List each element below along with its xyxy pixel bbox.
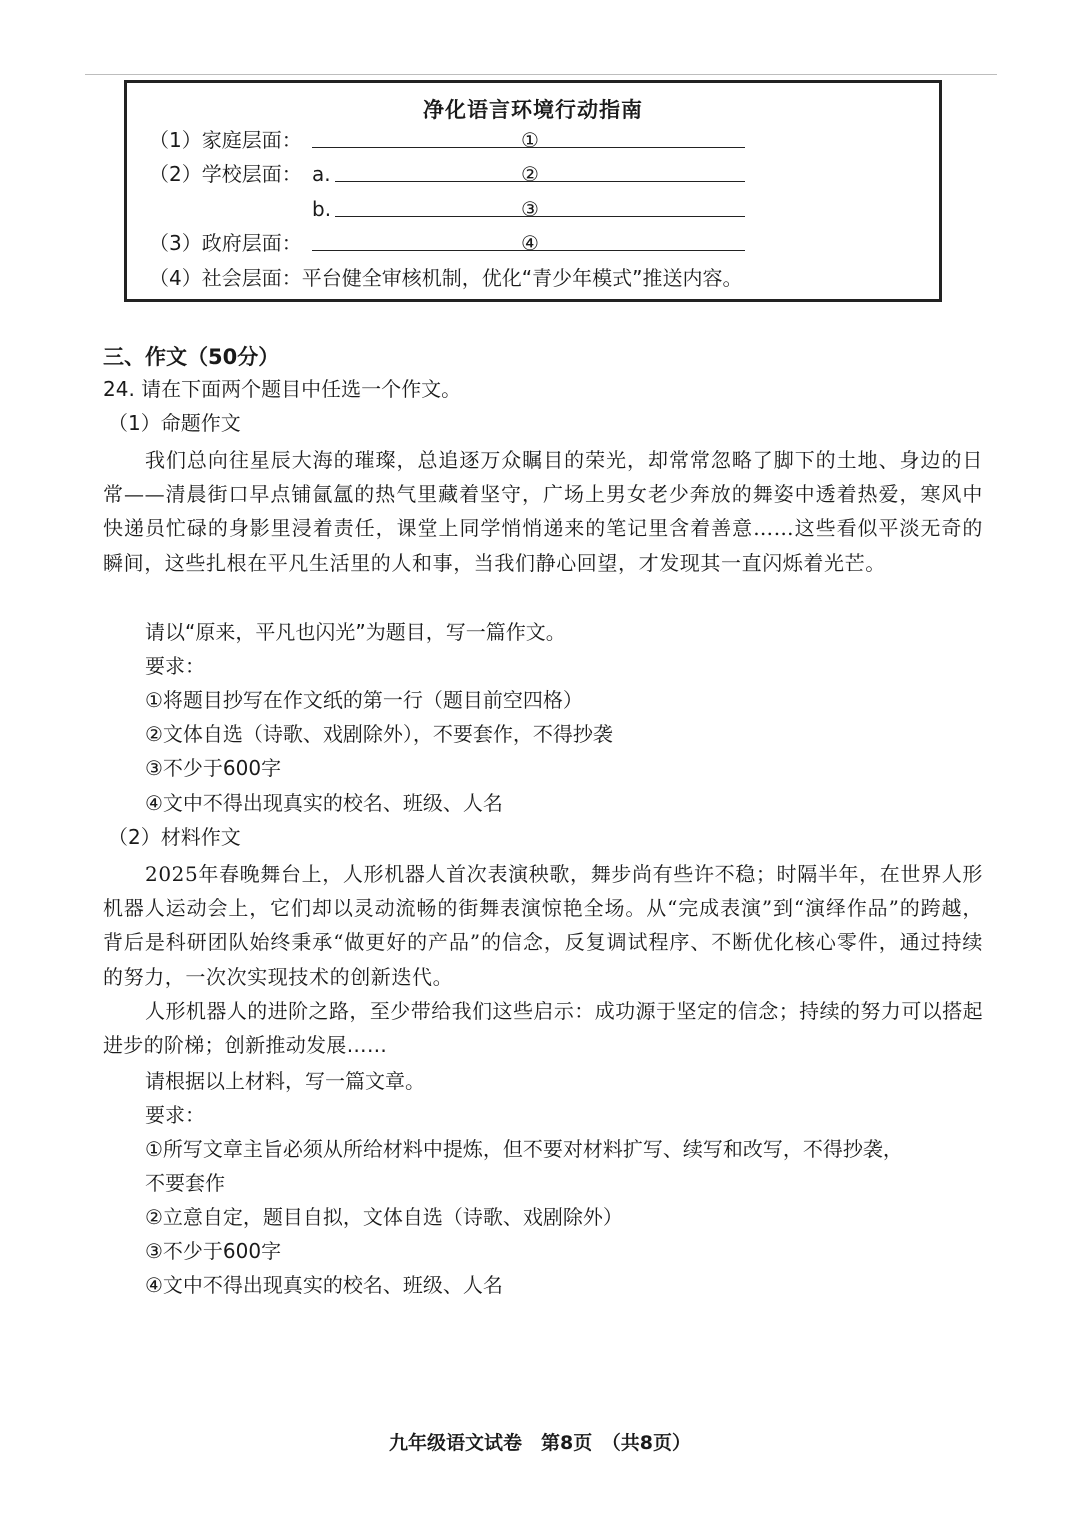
guide-row-label: （2）学校层面：	[149, 162, 302, 186]
blank-number: ④	[521, 231, 539, 255]
option1-req-label: 要求：	[145, 654, 205, 678]
option1-requirement: ③不少于600字	[145, 756, 282, 780]
option2-passage: 2025年春晚舞台上，人形机器人首次表演秧歌，舞步尚有些许不稳；时隔半年，在世界人形机器人运动会上，它们却以灵动流畅的街舞表演惊艳全场。从“完成表演”到“演绎作品”的跨越，背后是科研团队始终秉承“做更好的产品”的信念，反复调试程序、不断优化核心零件，通过持续的努力，一次次实现技术的创新迭代。	[103, 862, 983, 989]
question-24: 24. 请在下面两个题目中任选一个作文。	[103, 377, 462, 401]
guide-title: 净化语言环境行动指南	[423, 98, 643, 122]
option1-requirement: ④文中不得出现真实的校名、班级、人名	[145, 791, 503, 815]
option1-label: （1）命题作文	[108, 411, 241, 435]
option2-passage-insight: 人形机器人的进阶之路，至少带给我们这些启示：成功源于坚定的信念；持续的努力可以搭起进步的阶梯；创新推动发展……	[103, 999, 983, 1058]
option2-requirement: ①所写文章主旨必须从所给材料中提炼，但不要对材料扩写、续写和改写，不得抄袭，	[145, 1137, 903, 1161]
guide-row-label: （3）政府层面：	[149, 231, 302, 255]
option1-passage: 我们总向往星辰大海的璀璨，总追逐万众瞩目的荣光，却常常忽略了脚下的土地、身边的日常——清晨街口早点铺氤氲的热气里藏着坚守，广场上男女老少奔放的舞姿中透着热爱，寒风中快递员忙碌的身影里浸着责任，课堂上同学悄悄递来的笔记里含着善意……这些看似平淡无奇的瞬间，这些扎根在平凡生活里的人和事，当我们静心回望，才发现其一直闪烁着光芒。	[103, 448, 983, 575]
option2-requirement: 不要套作	[145, 1171, 225, 1195]
option2-instruction: 请根据以上材料，写一篇文章。	[145, 1069, 425, 1093]
guide-row-label: （4）社会层面：平台健全审核机制，优化“青少年模式”推送内容。	[149, 266, 743, 290]
option2-requirement: ③不少于600字	[145, 1239, 282, 1263]
guide-sub-label: a.	[312, 162, 331, 186]
option2-requirement: ②立意自定，题目自拟，文体自选（诗歌、戏剧除外）	[145, 1205, 623, 1229]
page-footer: 九年级语文试卷 第8页 （共8页）	[389, 1432, 691, 1454]
answer-blank	[335, 216, 745, 217]
option1-requirement: ①将题目抄写在作文纸的第一行（题目前空四格）	[145, 688, 583, 712]
option2-label: （2）材料作文	[108, 825, 241, 849]
guide-row-label: （1）家庭层面：	[149, 128, 302, 152]
option1-instruction: 请以“原来，平凡也闪光”为题目，写一篇作文。	[145, 620, 566, 644]
top-divider	[85, 74, 997, 75]
blank-number: ①	[521, 128, 539, 152]
answer-blank	[335, 181, 745, 182]
option1-requirement: ②文体自选（诗歌、戏剧除外），不要套作，不得抄袭	[145, 722, 613, 746]
blank-number: ②	[521, 162, 539, 186]
option2-requirement: ④文中不得出现真实的校名、班级、人名	[145, 1273, 503, 1297]
option2-req-label: 要求：	[145, 1103, 205, 1127]
guide-sub-label: b.	[312, 197, 332, 221]
section-heading: 三、作文（50分）	[103, 345, 280, 369]
blank-number: ③	[521, 197, 539, 221]
action-guide-box	[124, 80, 942, 302]
